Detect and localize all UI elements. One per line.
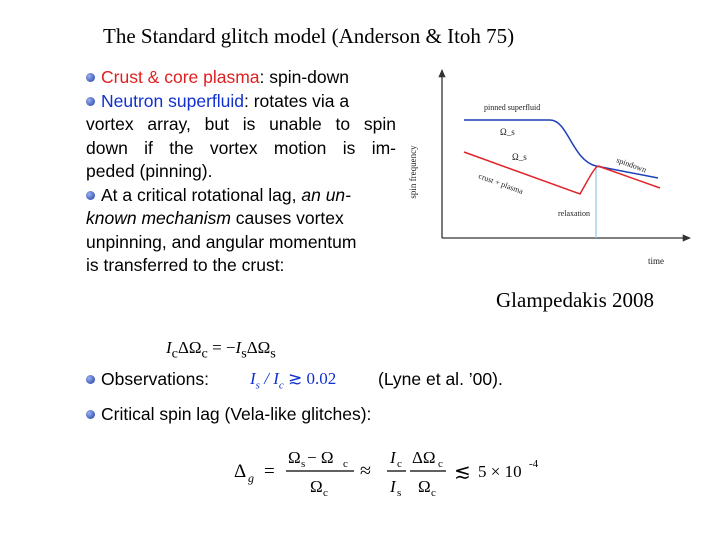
eq2-approx: ≈ <box>360 460 371 482</box>
bullet-3-line-2-text: causes vortex <box>230 208 344 228</box>
bullet-3-line-2 <box>86 207 396 231</box>
bullet-3-line-3: unpinning, and angular momentum <box>86 231 357 252</box>
observations-reference: (Lyne et al. ’00). <box>378 369 503 389</box>
bullet-2-line-2: vortex array, but is unable to spin <box>86 114 396 134</box>
bullet-3-emphasis: an un- <box>301 184 351 205</box>
bullet-1 <box>86 66 396 90</box>
eq2-num-s: s <box>301 458 306 470</box>
eq2-Oc: Ω <box>418 477 431 496</box>
observations-line <box>86 369 503 392</box>
critical-lag-label: Critical spin lag (Vela-like glitches): <box>101 404 372 424</box>
eq1-dOs: ΔΩ <box>246 338 271 357</box>
eq2-num-minus: − Ω <box>307 448 334 467</box>
eq2-dOc-sub: c <box>438 458 443 470</box>
eq2-Ic: I <box>390 448 396 467</box>
eq2-dOc: ΔΩ <box>412 448 436 467</box>
eq2-exponent: -4 <box>529 458 539 470</box>
bullet-2-line-3: down if the vortex motion is im- <box>86 137 396 158</box>
label-relaxation: relaxation <box>558 209 590 218</box>
eq2-leq: ≲ <box>454 461 471 483</box>
eq1-c-sub: c <box>171 345 178 362</box>
eq2-value: 5 × 10 <box>478 462 522 481</box>
eq2-den-c: c <box>323 487 328 499</box>
bullet-2-text: : rotates via a <box>244 90 350 111</box>
label-omega-s-mid: Ω_s <box>512 152 527 162</box>
bullet-3-emphasis-2: known mechanism <box>86 208 231 228</box>
eq2-g-sub: g <box>248 471 254 485</box>
eq1-Is: I <box>235 338 242 357</box>
eq1-s-sub: s <box>241 345 247 362</box>
figure-credit: Glampedakis 2008 <box>496 288 655 312</box>
bullet-dot-icon <box>86 375 95 384</box>
x-axis-label: time <box>648 256 664 266</box>
eq1-eq: = − <box>212 338 236 357</box>
label-omega-s-top: Ω_s <box>500 127 515 137</box>
eq2-den-omega: Ω <box>310 477 323 496</box>
observations-ratio: $I_s / I_c$ ≳ 0.02 <box>250 369 337 392</box>
bullet-dot-icon <box>86 97 95 106</box>
eq2-Is: I <box>390 477 396 496</box>
bullet-dot-icon <box>86 73 95 82</box>
bullet-dot-icon <box>86 191 95 200</box>
eq2-Oc-sub: c <box>431 487 436 499</box>
bullet-3 <box>86 184 396 208</box>
bullet-dot-icon <box>86 410 95 419</box>
eq2-num-omega: Ω <box>288 448 301 467</box>
equation-1 <box>166 338 276 362</box>
glitch-figure <box>400 62 700 272</box>
eq1-s2-sub: s <box>270 345 276 362</box>
observations-label: Observations: <box>101 369 209 389</box>
bullet-3-text: At a critical rotational lag, <box>101 184 302 205</box>
eq1-dOc: ΔΩ <box>177 338 202 357</box>
slide-title: The Standard glitch model (Anderson & Itoh 75) <box>103 24 515 48</box>
bullet-2-highlight: Neutron superfluid <box>101 90 244 111</box>
eq1-c2-sub: c <box>201 345 208 362</box>
eq1-Ic: I <box>166 338 172 357</box>
bullet-3-line-4: is transferred to the crust: <box>86 255 285 275</box>
superfluid-curve <box>464 120 658 178</box>
eq2-num-c: c <box>343 458 348 470</box>
bullet-1-text: : spin-down <box>259 67 350 87</box>
bullet-2-line-4: peded (pinning). <box>86 161 213 181</box>
label-spindown: spindown <box>615 155 648 175</box>
eq2-equals: = <box>264 461 275 482</box>
eq2-Is-sub: s <box>397 487 402 499</box>
bullet-1-highlight: Crust & core plasma <box>101 67 260 87</box>
bullet-2 <box>86 90 396 114</box>
equation-2 <box>232 440 562 500</box>
bullet-list <box>86 66 396 278</box>
eq2-delta: Δ <box>234 461 247 482</box>
critical-lag-line <box>86 404 371 425</box>
eq2-Ic-sub: c <box>397 458 402 470</box>
label-crust-plasma: crust + plasma <box>477 171 525 196</box>
y-axis-label: spin frequency <box>408 145 418 199</box>
label-pinned-superfluid: pinned superfluid <box>484 103 541 112</box>
